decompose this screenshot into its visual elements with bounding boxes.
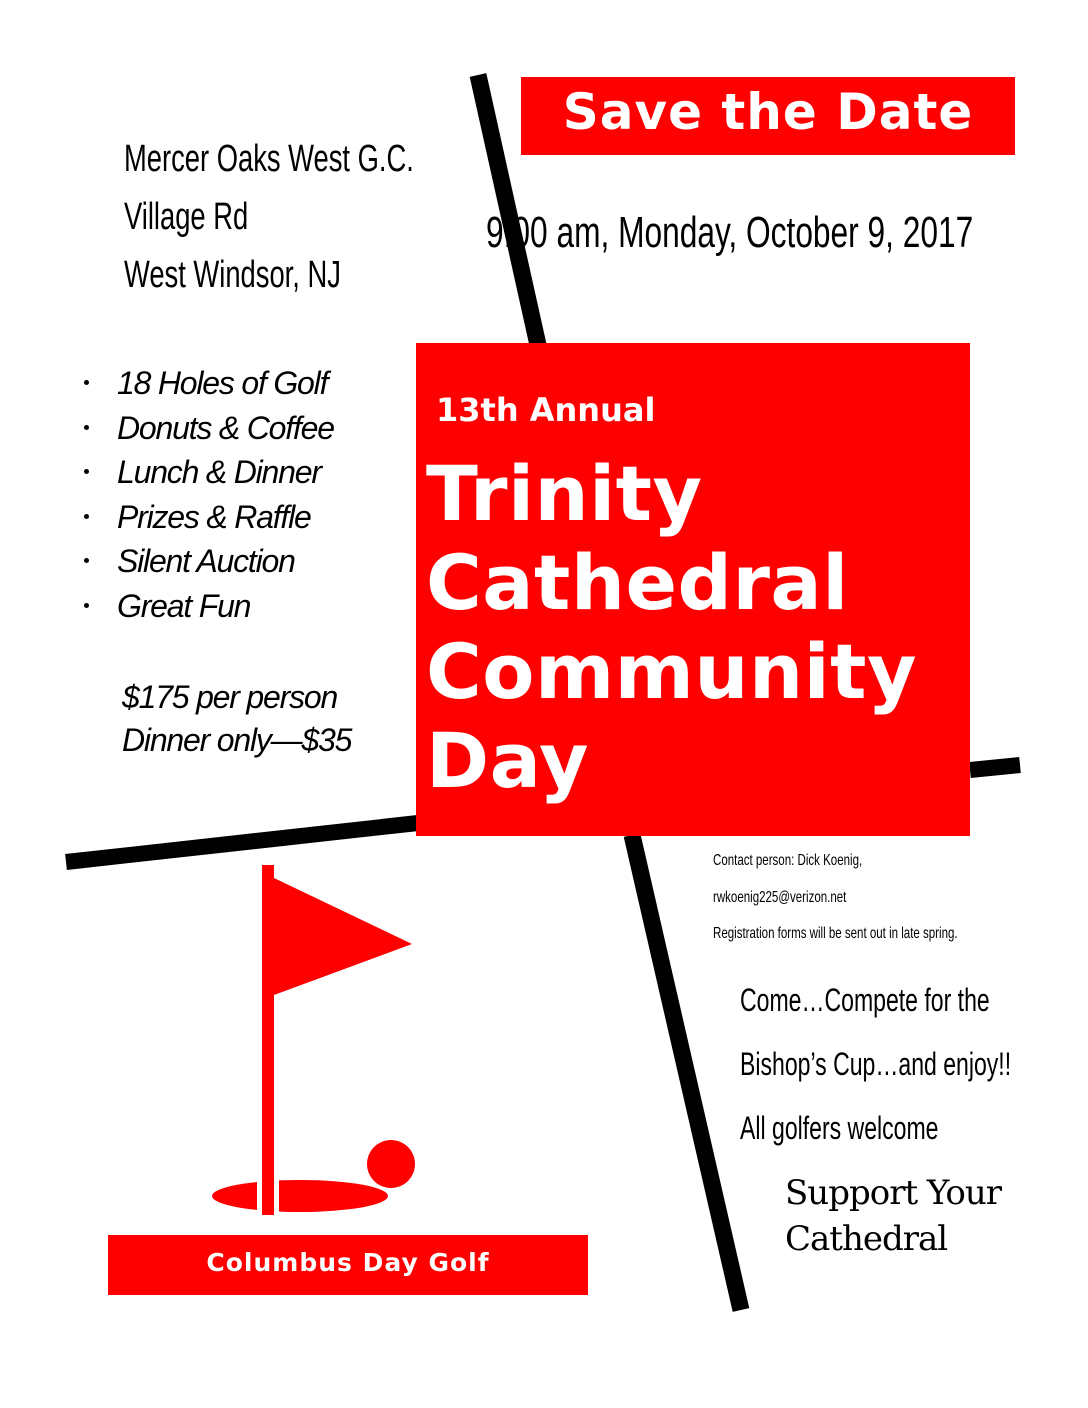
support-line: Support Your <box>785 1173 1002 1213</box>
venue-city: West Windsor, NJ <box>124 254 341 296</box>
columbus-day-golf-banner <box>108 1235 588 1295</box>
horizontal-line-left <box>66 823 418 862</box>
golf-hole-icon <box>212 1180 388 1212</box>
feature-item: Donuts & Coffee <box>84 410 334 455</box>
feature-list <box>84 365 334 632</box>
bullet-icon <box>84 514 89 519</box>
support-message <box>785 1170 1001 1262</box>
feature-item: Prizes & Raffle <box>84 499 334 544</box>
feature-item: 18 Holes of Golf <box>84 365 334 410</box>
tagline-line: Bishop’s Cup…and enjoy!! <box>740 1046 1012 1082</box>
bullet-icon <box>84 469 89 474</box>
golf-flag-hole-ball-icon <box>200 860 430 1220</box>
event-title-line: Day <box>426 716 590 805</box>
bullet-icon <box>84 425 89 430</box>
feature-item: Lunch & Dinner <box>84 454 334 499</box>
venue-name: Mercer Oaks West G.C. <box>124 138 414 180</box>
contact-person: Contact person: Dick Koenig, <box>713 852 863 869</box>
feature-item: Great Fun <box>84 588 334 633</box>
price-dinner-only: Dinner only—$35 <box>122 722 352 758</box>
save-the-date-text: Save the Date <box>562 83 974 141</box>
event-title-line: Trinity <box>426 449 703 538</box>
bullet-icon <box>84 558 89 563</box>
bullet-icon <box>84 380 89 385</box>
annual-label: 13th Annual <box>436 391 656 429</box>
feature-item: Silent Auction <box>84 543 334 588</box>
event-title-line: Community <box>426 627 918 716</box>
columbus-day-golf-text: Columbus Day Golf <box>206 1248 490 1277</box>
tagline-line: All golfers welcome <box>740 1110 939 1146</box>
save-the-date-banner <box>521 77 1015 155</box>
event-title-line: Cathedral <box>426 538 849 627</box>
event-title-panel <box>416 343 970 836</box>
tagline-line: Come…Compete for the <box>740 982 990 1018</box>
flag-pennant-icon <box>274 878 412 995</box>
contact-email: rwkoenig225@verizon.net <box>713 888 847 906</box>
venue-street: Village Rd <box>124 196 249 238</box>
golf-ball-icon <box>367 1140 415 1188</box>
horizontal-line-right <box>970 765 1020 770</box>
event-datetime: 9:00 am, Monday, October 9, 2017 <box>486 208 974 257</box>
tagline <box>740 968 1011 1160</box>
event-title <box>426 449 917 805</box>
contact-info <box>713 843 958 953</box>
support-line: Cathedral <box>785 1219 948 1259</box>
price-per-person: $175 per person <box>122 679 338 715</box>
bullet-icon <box>84 603 89 608</box>
flag-pole-icon <box>262 865 274 1215</box>
venue-address <box>124 130 414 304</box>
pricing <box>122 676 351 762</box>
registration-note: Registration forms will be sent out in late spring. <box>713 925 958 942</box>
